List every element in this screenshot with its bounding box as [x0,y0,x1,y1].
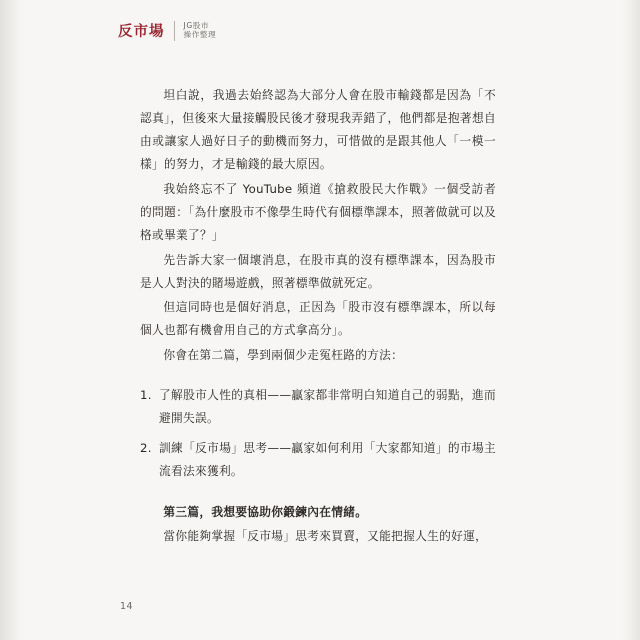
page-number: 14 [120,601,134,612]
paragraph-5: 你會在第二篇，學到兩個少走冤枉路的方法： [163,348,404,363]
list-item-number: 2. [140,440,152,455]
closing-bold-line: 第三篇，我想要協助你鍛鍊內在情緒。 [163,504,368,519]
header-subtitle [184,22,217,40]
paragraph-2: 我始終忘不了 YouTube 頻道《搶救股民大作戰》一個受訪者的問題：「為什麼股市不像學生時代有個標準課本，照著做就可以及格或畢業了？」 [140,181,496,242]
numbered-list [140,384,496,482]
closing-paragraph: 當你能夠掌握「反市場」思考來買賣，又能把握人生的好運， [163,529,488,544]
list-item-text: 訓練「反市場」思考——贏家如何利用「大家都知道」的市場主流看法來獲利。 [159,440,496,478]
paragraph-1: 坦白說，我過去始終認為大部分人會在股市輸錢都是因為「不認真」，但後來大量接觸股民後才發現我弄錯了，他們都是抱著想自由或讓家人過好日子的動機而努力，可惜做的是跟其他人「一模一樣」的努力，才是輸錢的最大原因。 [140,88,496,171]
list-item [140,384,496,430]
header-subtitle-line2: 操作整理 [183,29,217,39]
paragraph-4: 但這同時也是個好消息，正因為「股市沒有標準課本，所以每個人也都有機會用自己的方式拿高分」。 [140,300,496,338]
paragraph-3: 先告訴大家一個壞消息，在股市真的沒有標準課本，因為股市是人人對決的賭場遊戲，照著標準做就死定。 [140,252,496,290]
book-title-mark: 反市場 [118,24,165,40]
header-divider [174,21,175,41]
list-item-number: 1. [140,388,152,403]
page-body [140,84,496,550]
list-item-text: 了解股市人性的真相——贏家都非常明白知道自己的弱點，進而避開失誤。 [159,388,496,426]
header-subtitle-line1: JG股市 [183,20,210,30]
list-item [140,437,496,483]
page-header [118,20,216,41]
